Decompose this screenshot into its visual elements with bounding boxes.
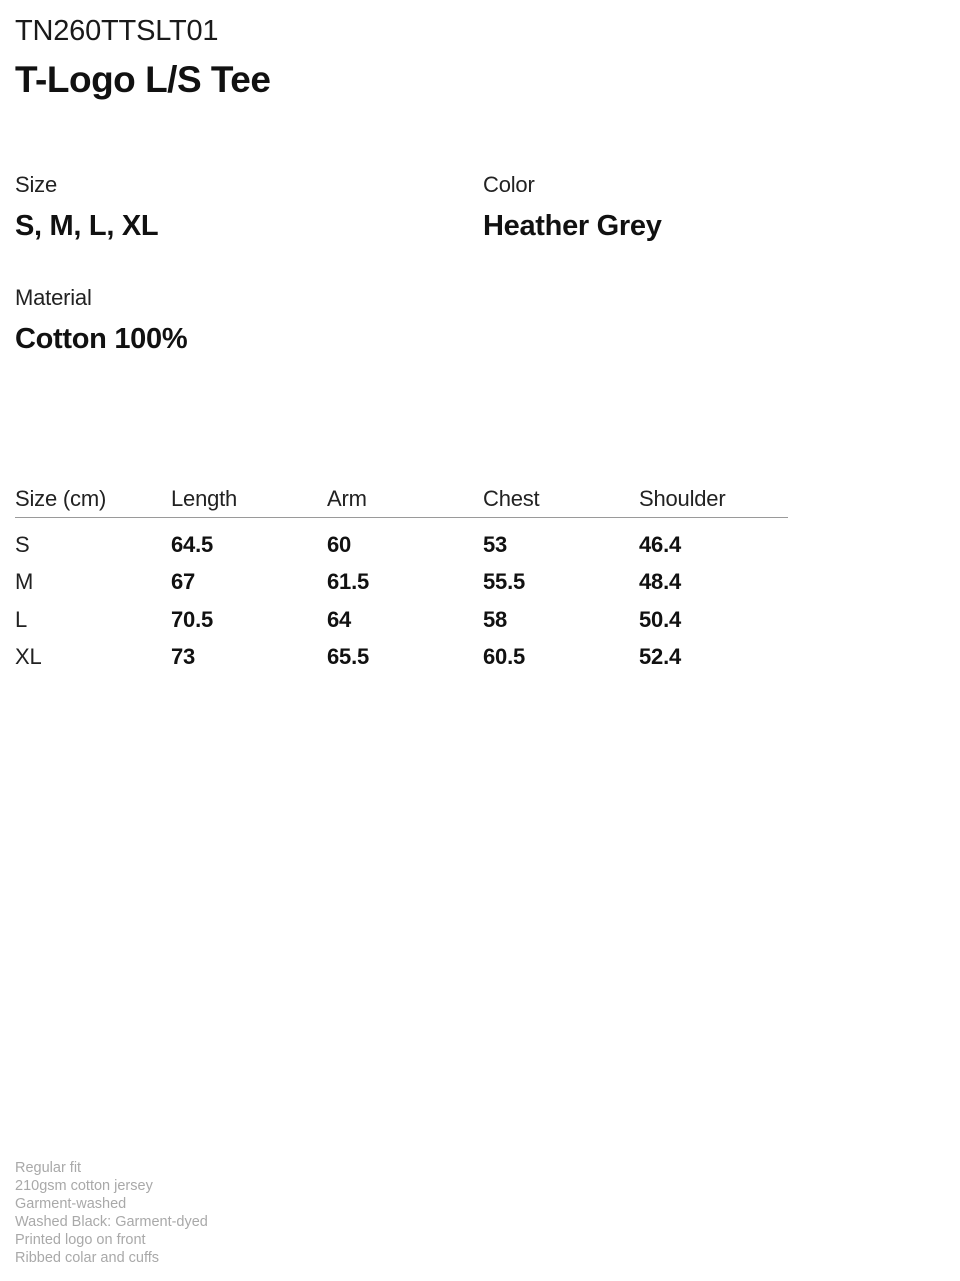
size-label: Size — [15, 172, 57, 197]
note-line: Garment-washed — [15, 1196, 127, 1212]
note-line: Printed logo on front — [15, 1232, 146, 1248]
size-chart-body — [15, 518, 788, 676]
shoulder-cell: 50.4 — [639, 606, 682, 632]
color-value: Heather Grey — [483, 210, 662, 242]
product-sku: TN260TTSLT01 — [15, 15, 219, 47]
color-label: Color — [483, 172, 535, 197]
length-cell: 64.5 — [171, 531, 214, 557]
column-header-chest: Chest — [483, 486, 540, 511]
size-value: S, M, L, XL — [15, 210, 159, 242]
length-cell: 70.5 — [171, 606, 214, 632]
size-cell: M — [15, 569, 34, 595]
size-cell: S — [15, 531, 30, 557]
column-header-size: Size (cm) — [15, 486, 107, 511]
arm-cell: 65.5 — [327, 644, 370, 670]
note-line: Washed Black: Garment-dyed — [15, 1214, 208, 1230]
length-cell: 73 — [171, 644, 196, 670]
chest-cell: 58 — [483, 606, 508, 632]
chest-cell: 60.5 — [483, 644, 526, 670]
shoulder-cell: 52.4 — [639, 644, 682, 670]
chest-cell: 53 — [483, 531, 508, 557]
arm-cell: 64 — [327, 606, 352, 632]
arm-cell: 61.5 — [327, 569, 370, 595]
note-line: 210gsm cotton jersey — [15, 1178, 153, 1194]
size-chart-header-row — [15, 484, 788, 518]
product-title: T-Logo L/S Tee — [15, 59, 271, 100]
size-cell: L — [15, 606, 28, 632]
note-line: Ribbed colar and cuffs — [15, 1250, 160, 1266]
table-row — [15, 564, 788, 602]
product-notes — [15, 1159, 208, 1267]
column-header-arm: Arm — [327, 486, 367, 511]
table-row — [15, 601, 788, 639]
column-header-shoulder: Shoulder — [639, 486, 726, 511]
chest-cell: 55.5 — [483, 569, 526, 595]
shoulder-cell: 46.4 — [639, 531, 682, 557]
note-line: Regular fit — [15, 1160, 82, 1176]
column-header-length: Length — [171, 486, 238, 511]
table-row — [15, 526, 788, 564]
table-row — [15, 639, 788, 677]
material-label: Material — [15, 285, 92, 310]
shoulder-cell: 48.4 — [639, 569, 682, 595]
size-chart-table — [15, 484, 788, 676]
length-cell: 67 — [171, 569, 196, 595]
arm-cell: 60 — [327, 531, 352, 557]
material-value: Cotton 100% — [15, 323, 188, 355]
size-cell: XL — [15, 644, 42, 670]
